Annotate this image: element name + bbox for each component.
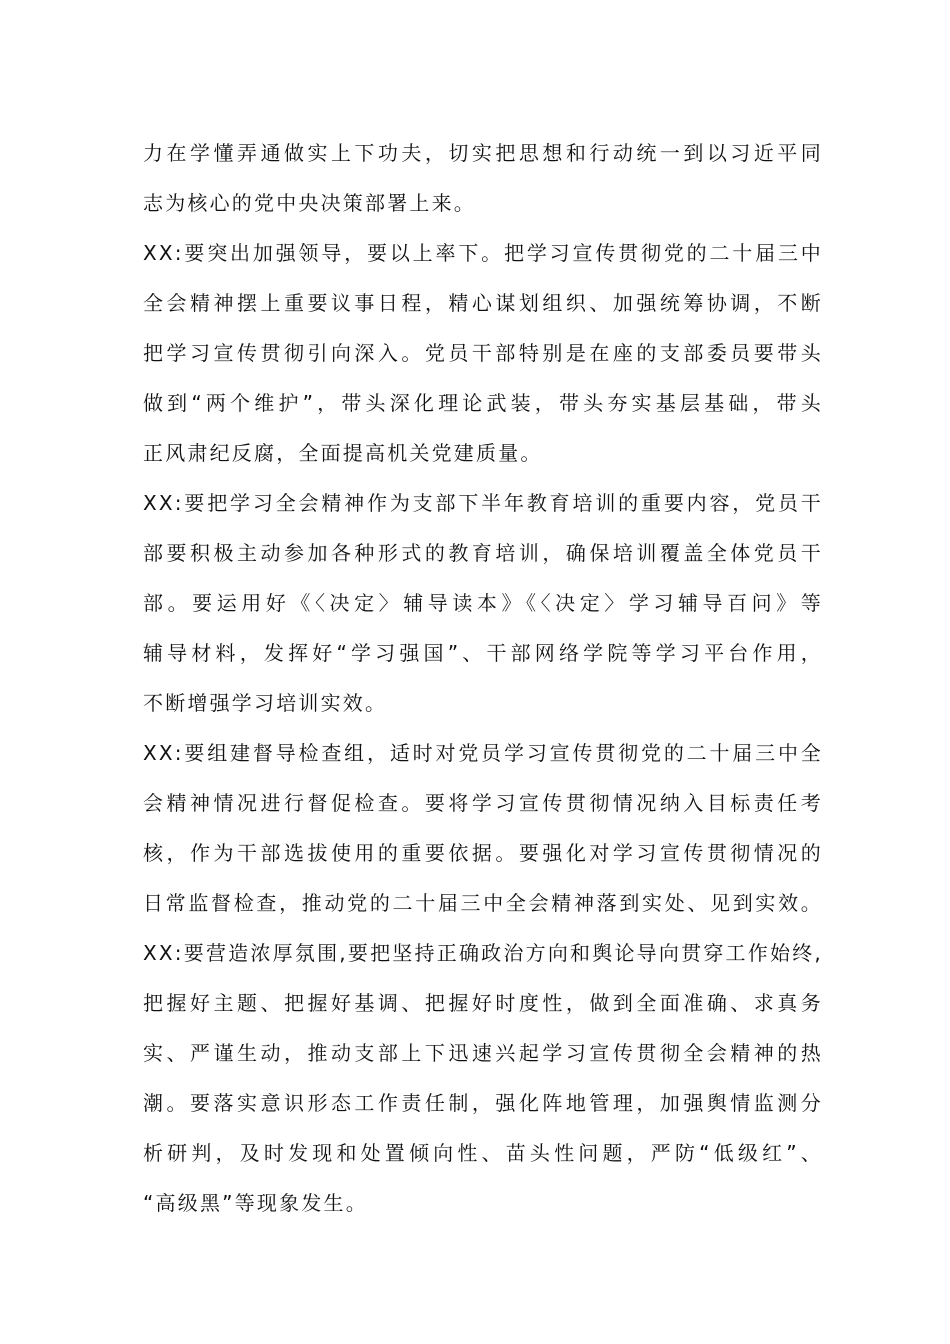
text-line: 把握好主题、把握好基调、把握好时度性，做到全面准确、求真务 bbox=[143, 991, 823, 1015]
text-line: XX:要营造浓厚氛围,要把坚持正确政治方向和舆论导向贯穿工作始终, bbox=[143, 941, 823, 965]
text-line: 部。要运用好《〈决定〉辅导读本》《〈决定〉学习辅导百问》等 bbox=[143, 591, 823, 615]
text-line: 核，作为干部选拔使用的重要依据。要强化对学习宣传贯彻情况的 bbox=[143, 841, 823, 865]
text-line: 全会精神摆上重要议事日程，精心谋划组织、加强统筹协调，不断 bbox=[143, 291, 823, 315]
document-body bbox=[143, 128, 823, 1228]
text-line: 实、严谨生动，推动支部上下迅速兴起学习宣传贯彻全会精神的热 bbox=[143, 1041, 823, 1065]
text-line: 不断增强学习培训实效。 bbox=[143, 691, 388, 715]
text-line: 潮。要落实意识形态工作责任制，强化阵地管理，加强舆情监测分 bbox=[143, 1091, 823, 1115]
text-line: XX:要把学习全会精神作为支部下半年教育培训的重要内容，党员干 bbox=[143, 491, 823, 515]
text-line: 日常监督检查，推动党的二十届三中全会精神落到实处、见到实效。 bbox=[143, 891, 823, 915]
text-line: 辅导材料，发挥好“学习强国”、干部网络学院等学习平台作用， bbox=[143, 641, 823, 665]
text-line: 做到“两个维护”，带头深化理论武装，带头夯实基层基础，带头 bbox=[143, 391, 823, 415]
text-line: 把学习宣传贯彻引向深入。党员干部特别是在座的支部委员要带头 bbox=[143, 341, 823, 365]
text-line: 志为核心的党中央决策部署上来。 bbox=[143, 191, 476, 215]
text-line: XX:要突出加强领导，要以上率下。把学习宣传贯彻党的二十届三中 bbox=[143, 241, 823, 265]
text-line: 会精神情况进行督促检查。要将学习宣传贯彻情况纳入目标责任考 bbox=[143, 791, 823, 815]
text-line: “高级黑”等现象发生。 bbox=[143, 1191, 368, 1215]
text-line: 正风肃纪反腐，全面提高机关党建质量。 bbox=[143, 441, 543, 465]
text-line: XX:要组建督导检查组，适时对党员学习宣传贯彻党的二十届三中全 bbox=[143, 741, 823, 765]
text-line: 力在学懂弄通做实上下功夫，切实把思想和行动统一到以习近平同 bbox=[143, 141, 823, 165]
text-line: 析研判，及时发现和处置倾向性、苗头性问题，严防“低级红”、 bbox=[143, 1141, 823, 1165]
text-line: 部要积极主动参加各种形式的教育培训，确保培训覆盖全体党员干 bbox=[143, 541, 823, 565]
